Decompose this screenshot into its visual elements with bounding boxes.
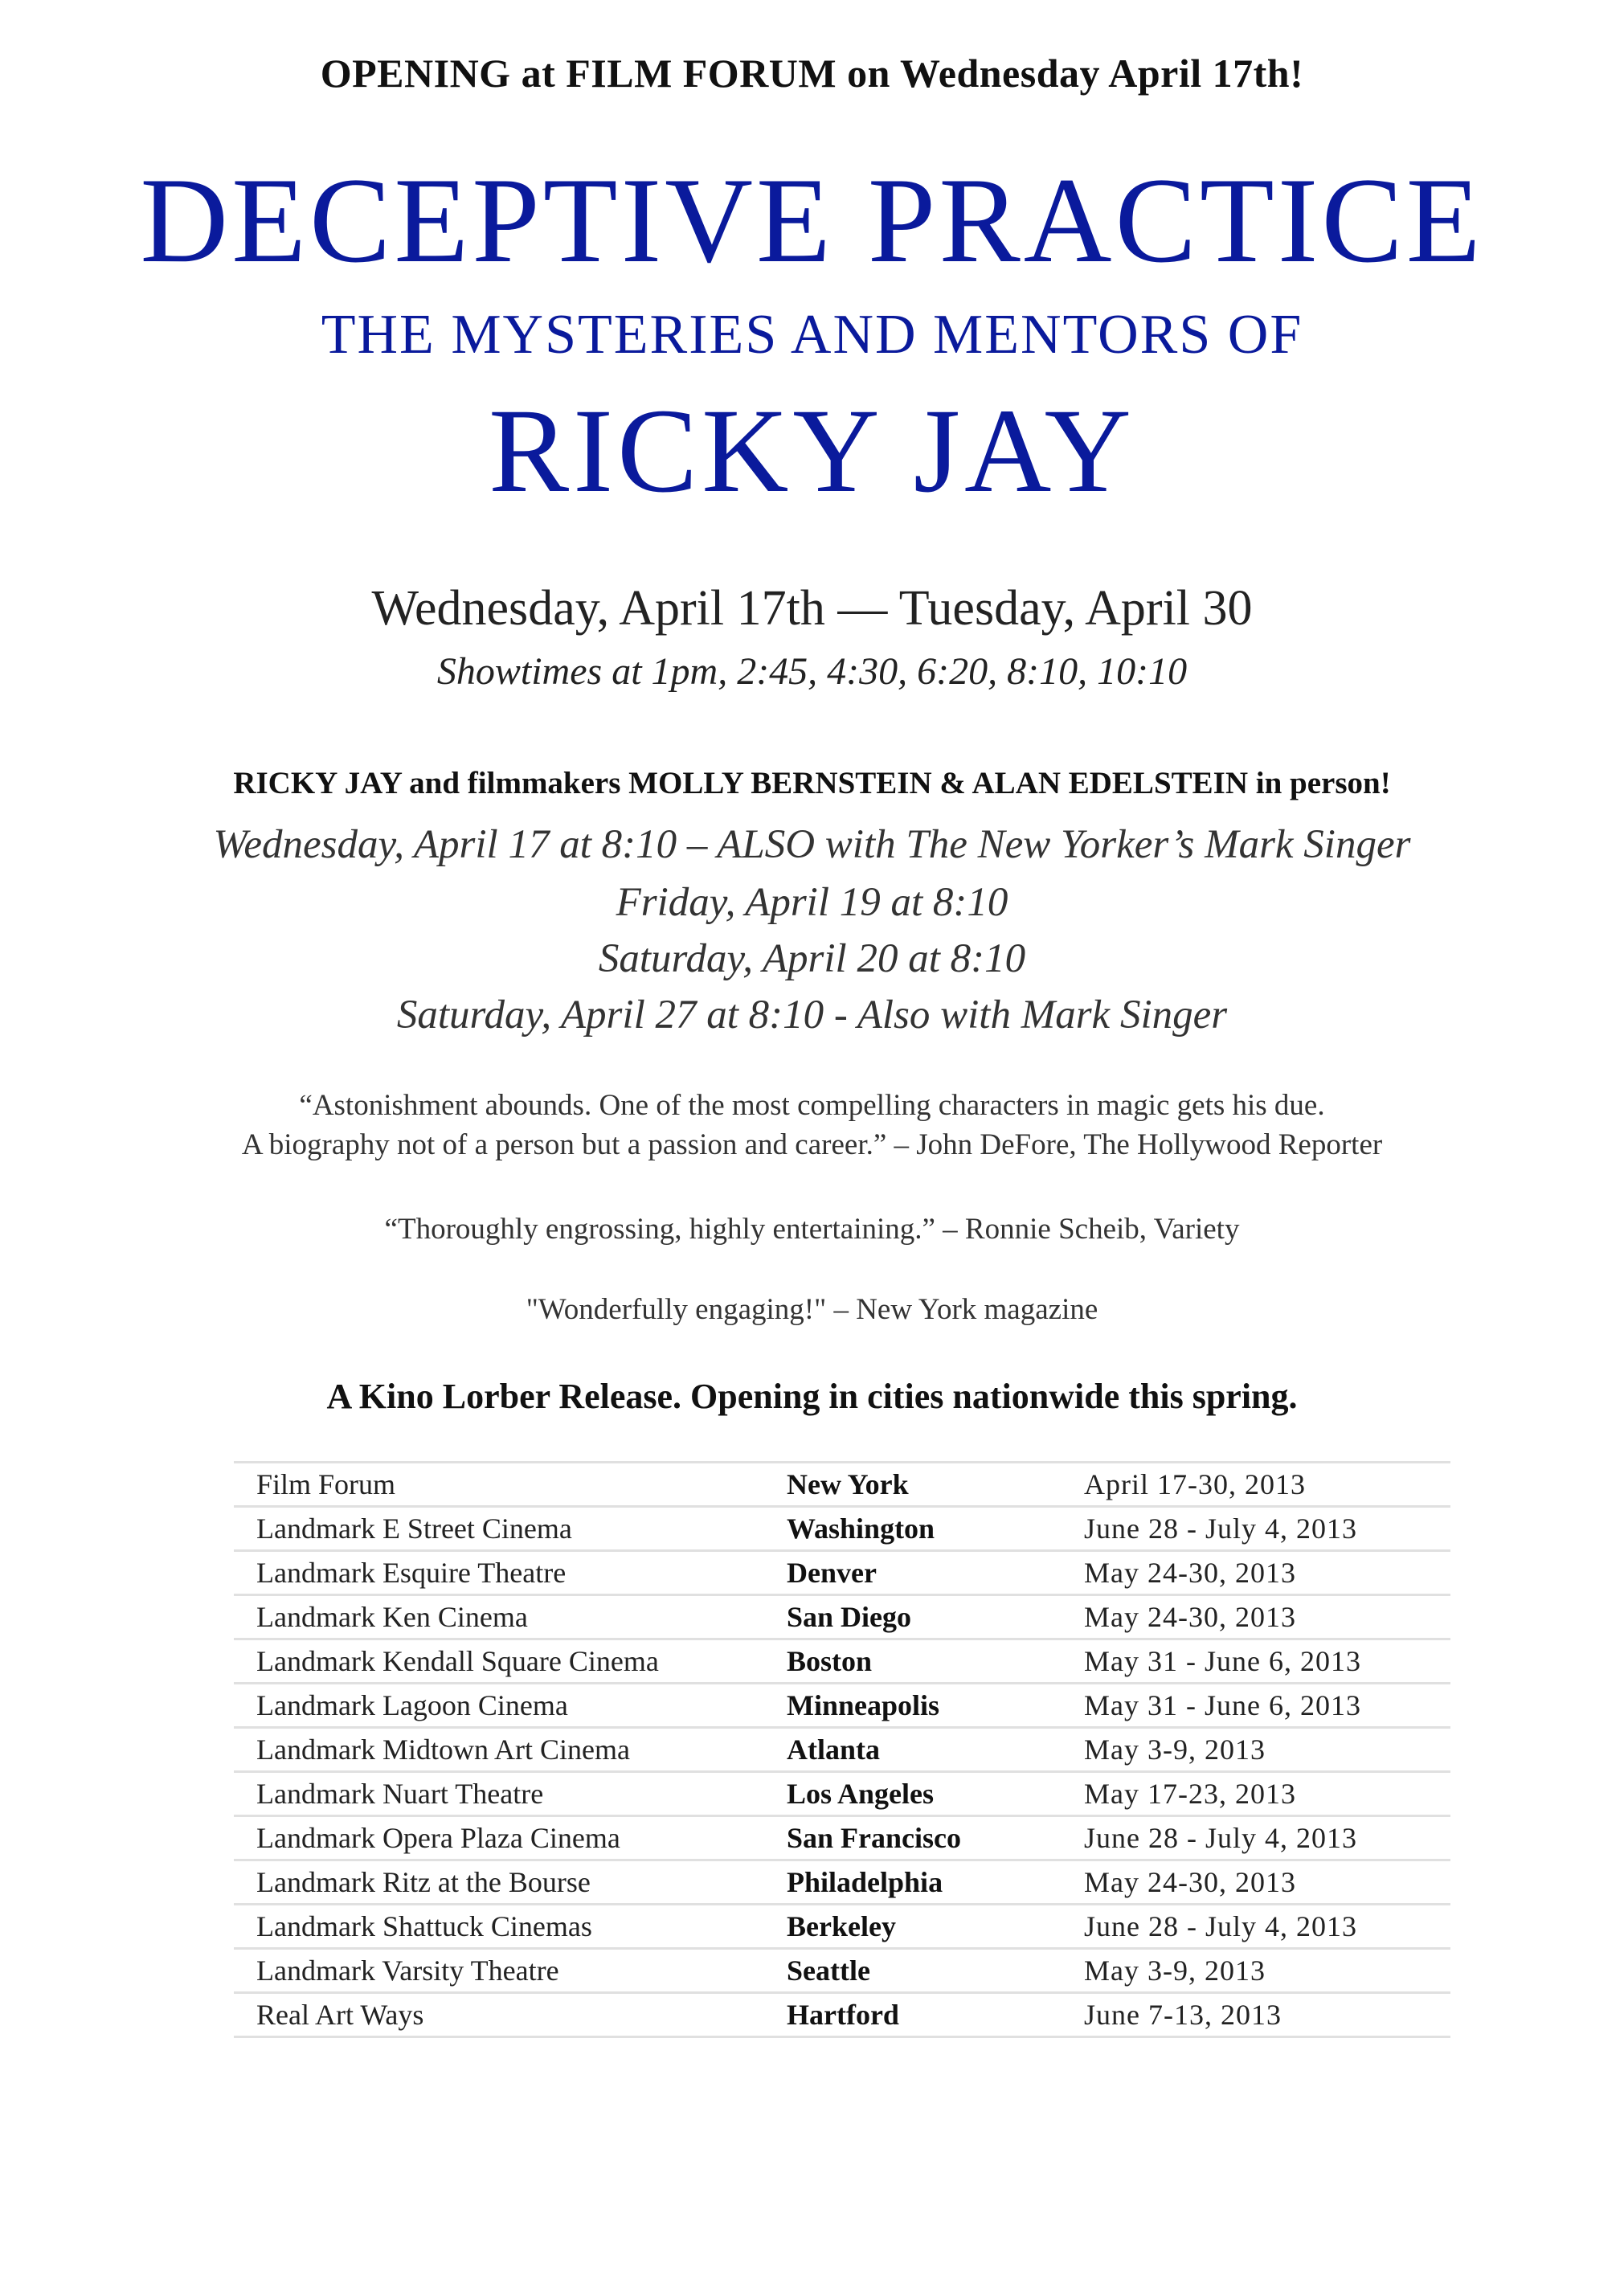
table-row (234, 1816, 1450, 1860)
venue-dates: May 24-30, 2013 (1062, 1595, 1450, 1639)
release-statement: A Kino Lorber Release. Opening in cities nationwide this spring. (326, 1377, 1298, 1416)
review-quote-line: “Astonishment abounds. One of the most compelling characters in magic gets his due. (299, 1089, 1325, 1122)
venue-dates: April 17-30, 2013 (1062, 1463, 1450, 1507)
table-row (234, 1463, 1450, 1507)
table-row (234, 1595, 1450, 1639)
venue-city: San Diego (764, 1595, 1062, 1639)
venue-name: Film Forum (234, 1463, 764, 1507)
venue-name: Landmark E Street Cinema (234, 1507, 764, 1551)
venue-name: Landmark Opera Plaza Cinema (234, 1816, 764, 1860)
review-quote: “Thoroughly engrossing, highly entertaining.” – Ronnie Scheib, Variety (384, 1213, 1240, 1246)
venue-table (234, 1461, 1450, 2038)
venue-name: Landmark Midtown Art Cinema (234, 1728, 764, 1772)
table-row (234, 1860, 1450, 1905)
table-row (234, 1639, 1450, 1684)
review-quote-line: A biography not of a person but a passion and career.” – John DeFore, The Hollywood Reporter (241, 1128, 1383, 1161)
venue-name: Real Art Ways (234, 1993, 764, 2037)
venue-name: Landmark Lagoon Cinema (234, 1684, 764, 1728)
venue-name: Landmark Esquire Theatre (234, 1551, 764, 1595)
venue-city: Los Angeles (764, 1772, 1062, 1816)
venue-dates: May 3-9, 2013 (1062, 1949, 1450, 1993)
venue-dates: May 3-9, 2013 (1062, 1728, 1450, 1772)
table-row (234, 1507, 1450, 1551)
table-row (234, 1772, 1450, 1816)
venue-name: Landmark Shattuck Cinemas (234, 1905, 764, 1949)
film-subject-name: RICKY JAY (489, 384, 1135, 518)
venue-dates: May 31 - June 6, 2013 (1062, 1639, 1450, 1684)
appearance-date: Wednesday, April 17 at 8:10 – ALSO with The New Yorker’s Mark Singer (213, 822, 1411, 867)
venue-name: Landmark Nuart Theatre (234, 1772, 764, 1816)
table-row (234, 1551, 1450, 1595)
venue-name: Landmark Ritz at the Bourse (234, 1860, 764, 1905)
showtimes: Showtimes at 1pm, 2:45, 4:30, 6:20, 8:10, 10:10 (436, 650, 1188, 693)
venue-city: Seattle (764, 1949, 1062, 1993)
venue-dates: May 24-30, 2013 (1062, 1551, 1450, 1595)
venue-city: Washington (764, 1507, 1062, 1551)
in-person-headline: RICKY JAY and filmmakers MOLLY BERNSTEIN & ALAN EDELSTEIN in person! (233, 766, 1391, 800)
appearance-date: Friday, April 19 at 8:10 (616, 880, 1008, 925)
appearance-date: Saturday, April 27 at 8:10 - Also with Mark Singer (396, 993, 1228, 1038)
venue-city: Atlanta (764, 1728, 1062, 1772)
venue-dates: June 28 - July 4, 2013 (1062, 1905, 1450, 1949)
venue-city: Berkeley (764, 1905, 1062, 1949)
venue-dates: May 24-30, 2013 (1062, 1860, 1450, 1905)
table-row (234, 1728, 1450, 1772)
venue-city: Boston (764, 1639, 1062, 1684)
review-quote: "Wonderfully engaging!" – New York magazine (526, 1293, 1098, 1326)
table-row (234, 1684, 1450, 1728)
opening-announcement: OPENING at FILM FORUM on Wednesday April 17th! (320, 51, 1304, 96)
venue-city: New York (764, 1463, 1062, 1507)
venue-name: Landmark Kendall Square Cinema (234, 1639, 764, 1684)
appearance-date: Saturday, April 20 at 8:10 (598, 936, 1026, 981)
table-row (234, 1993, 1450, 2037)
run-date-range: Wednesday, April 17th — Tuesday, April 30 (371, 581, 1253, 636)
venue-city: Philadelphia (764, 1860, 1062, 1905)
venue-dates: June 7-13, 2013 (1062, 1993, 1450, 2037)
venue-dates: May 31 - June 6, 2013 (1062, 1684, 1450, 1728)
venue-name: Landmark Ken Cinema (234, 1595, 764, 1639)
table-row (234, 1949, 1450, 1993)
film-title: DECEPTIVE PRACTICE (140, 153, 1484, 288)
venue-dates: June 28 - July 4, 2013 (1062, 1816, 1450, 1860)
venue-city: Denver (764, 1551, 1062, 1595)
venue-dates: June 28 - July 4, 2013 (1062, 1507, 1450, 1551)
film-subtitle: THE MYSTERIES AND MENTORS OF (321, 304, 1303, 366)
venue-city: Hartford (764, 1993, 1062, 2037)
table-row (234, 1905, 1450, 1949)
venue-name: Landmark Varsity Theatre (234, 1949, 764, 1993)
venue-city: San Francisco (764, 1816, 1062, 1860)
venue-dates: May 17-23, 2013 (1062, 1772, 1450, 1816)
venue-city: Minneapolis (764, 1684, 1062, 1728)
